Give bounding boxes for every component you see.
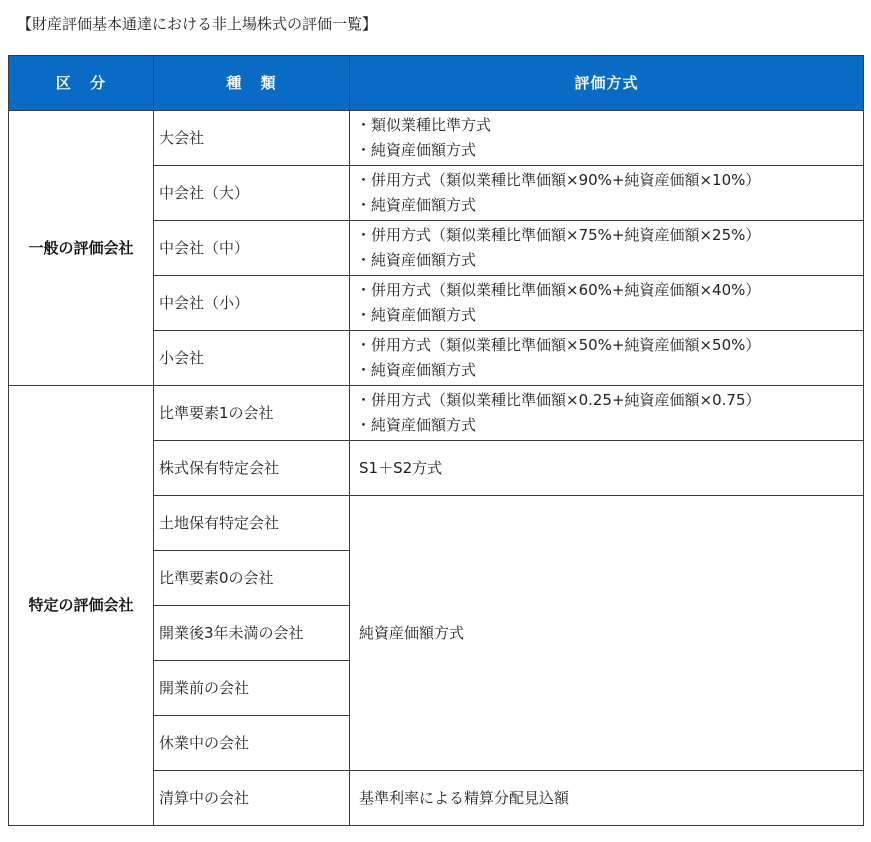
table-row bbox=[9, 111, 864, 166]
method-cell: S1＋S2方式 bbox=[350, 441, 864, 496]
method-line: ・併用方式（類似業種比準価額×50%+純資産価額×50%） bbox=[356, 336, 761, 354]
valuation-table bbox=[8, 55, 864, 826]
method-cell-merged: 純資産価額方式 bbox=[350, 496, 864, 771]
method-line: ・併用方式（類似業種比準価額×60%+純資産価額×40%） bbox=[356, 281, 761, 299]
method-cell bbox=[350, 111, 864, 166]
method-line: ・純資産価額方式 bbox=[356, 306, 477, 324]
kind-cell: 大会社 bbox=[154, 111, 350, 166]
kind-cell: 開業前の会社 bbox=[154, 661, 350, 716]
kind-cell: 中会社（大） bbox=[154, 166, 350, 221]
header-category: 区 分 bbox=[9, 56, 154, 111]
method-cell bbox=[350, 331, 864, 386]
category-general: 一般の評価会社 bbox=[9, 111, 154, 386]
method-cell bbox=[350, 166, 864, 221]
table-caption: 【財産評価基本通達における非上場株式の評価一覧】 bbox=[17, 15, 378, 33]
method-line: ・純資産価額方式 bbox=[356, 416, 477, 434]
kind-cell: 小会社 bbox=[154, 331, 350, 386]
method-line: ・純資産価額方式 bbox=[356, 361, 477, 379]
method-cell bbox=[350, 221, 864, 276]
method-line: ・純資産価額方式 bbox=[356, 251, 477, 269]
kind-cell: 株式保有特定会社 bbox=[154, 441, 350, 496]
header-method: 評価方式 bbox=[350, 56, 864, 111]
kind-cell: 中会社（中） bbox=[154, 221, 350, 276]
method-cell: 基準利率による精算分配見込額 bbox=[350, 771, 864, 826]
method-line: ・併用方式（類似業種比準価額×90%+純資産価額×10%） bbox=[356, 171, 761, 189]
method-line: ・併用方式（類似業種比準価額×0.25+純資産価額×0.75） bbox=[356, 391, 761, 409]
kind-cell: 開業後3年未満の会社 bbox=[154, 606, 350, 661]
kind-cell: 中会社（小） bbox=[154, 276, 350, 331]
method-line: ・純資産価額方式 bbox=[356, 141, 477, 159]
kind-cell: 休業中の会社 bbox=[154, 716, 350, 771]
kind-cell: 比準要素1の会社 bbox=[154, 386, 350, 441]
method-cell bbox=[350, 276, 864, 331]
method-cell bbox=[350, 386, 864, 441]
kind-cell: 土地保有特定会社 bbox=[154, 496, 350, 551]
table-row bbox=[9, 386, 864, 441]
header-row bbox=[9, 56, 864, 111]
kind-cell: 比準要素0の会社 bbox=[154, 551, 350, 606]
method-line: ・類似業種比準方式 bbox=[356, 116, 492, 134]
header-kind: 種 類 bbox=[154, 56, 350, 111]
category-specific: 特定の評価会社 bbox=[9, 386, 154, 826]
method-line: ・併用方式（類似業種比準価額×75%+純資産価額×25%） bbox=[356, 226, 761, 244]
method-line: ・純資産価額方式 bbox=[356, 196, 477, 214]
kind-cell: 清算中の会社 bbox=[154, 771, 350, 826]
